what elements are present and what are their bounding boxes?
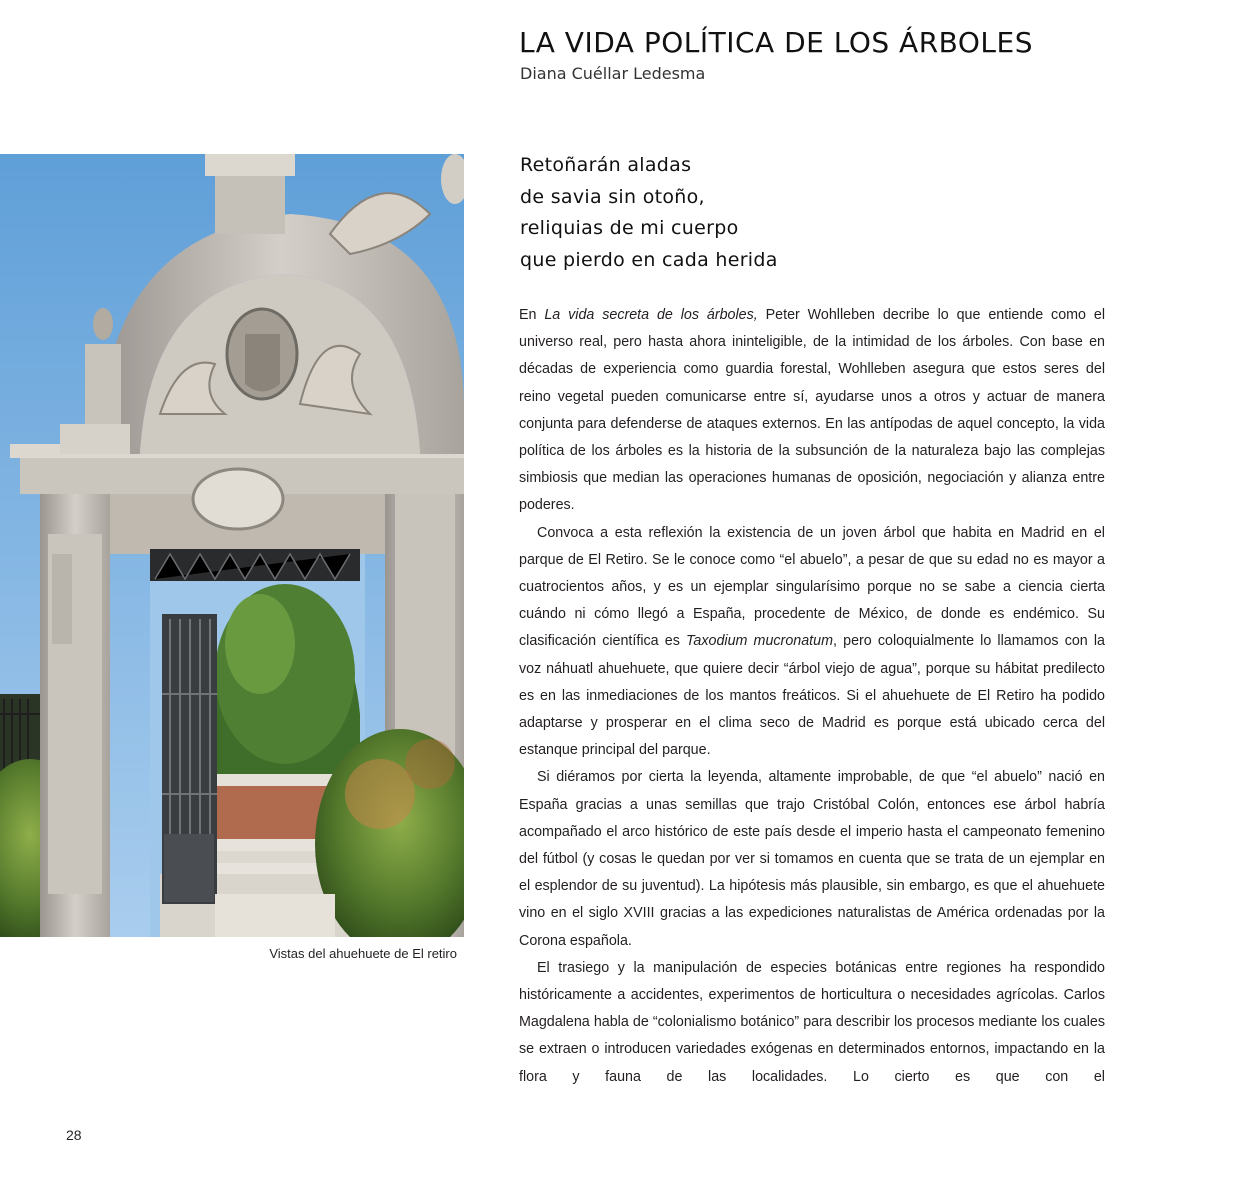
retiro-gate-photo bbox=[0, 154, 464, 937]
article-body bbox=[519, 302, 1105, 1091]
paragraph-text: , pero coloquialmente lo llamamos con la voz náhuatl ahuehuete, que quiere decir “árbol viejo de agua”, porque su hábitat predilecto es en las inmediaciones de los mantos freáticos. Si el ahuehuete de El Retiro ha podido adaptarse y prosperar en el clima seco de Madrid es porque está ubicado cerca del estanque principal del parque. bbox=[519, 633, 1105, 759]
poem-line: reliquias de mi cuerpo bbox=[520, 217, 739, 239]
species-name: Taxodium mucronatum bbox=[685, 633, 834, 650]
paragraph bbox=[519, 520, 1105, 765]
poem-line: de savia sin otoño, bbox=[520, 185, 705, 208]
figure-caption: Vistas del ahuehuete de El retiro bbox=[269, 946, 457, 961]
paragraph-text: Peter Wohlleben decribe lo que entiende como el universo real, pero hasta ahora ininteligible, de la intimidad de los árboles. Con base en décadas de experiencia como guardia forestal, Wohlleben asegura que estos seres del reino vegetal pueden comunicarse entre sí, ayudarse unos a otros y actuar de manera conjunta para defenderse de ataques externos. En las antípodas de aquel concepto, la vida política de los árboles es la historia de la subsunción de la naturaleza bajo las complejas simbiosis que median las operaciones humanas de oposición, negociación y alianza entre poderes. bbox=[519, 307, 1105, 514]
poem-line: que pierdo en cada herida bbox=[520, 248, 778, 271]
epigraph-poem bbox=[520, 150, 778, 276]
paragraph-text: En bbox=[519, 307, 545, 323]
article-title: LA VIDA POLÍTICA DE LOS ÁRBOLES bbox=[519, 26, 1033, 59]
book-title: La vida secreta de los árboles, bbox=[544, 307, 758, 323]
article-author: Diana Cuéllar Ledesma bbox=[520, 64, 706, 83]
paragraph bbox=[519, 302, 1105, 520]
paragraph: Si diéramos por cierta la leyenda, altamente improbable, de que “el abuelo” nació en España gracias a unas semillas que trajo Cristóbal Colón, entonces ese árbol habría acompañado el arco histórico de este país desde el imperio hasta el campeonato femenino del fútbol (y cosas le quedan por ver si tomamos en cuenta que se trata de un ejemplar en el esplendor de su juventud). La hipótesis más plausible, sin embargo, es que el ahuehuete vino en el siglo XVIII gracias a las expediciones naturalistas de América ordenadas por la Corona española. bbox=[519, 769, 1105, 949]
paragraph: El trasiego y la manipulación de especies botánicas entre regiones ha respondido históricamente a accidentes, experimentos de horticultura o necesidades agrícolas. Carlos Magdalena habla de “colonialismo botánico” para describir los procesos mediante los cuales se extraen o introducen variedades exógenas en determinados entornos, impactando en la flora y fauna de las localidades. Lo cierto es que con el bbox=[519, 959, 1105, 1085]
page-number: 28 bbox=[66, 1127, 82, 1143]
poem-line: Retoñarán aladas bbox=[520, 154, 692, 176]
paragraph-text: Convoca a esta reflexión la existencia de un joven árbol que habita en Madrid en el parque de El Retiro. Se le conoce como “el abuelo”, a pesar de que su edad no es mayor a cuatrocientos años, y es un ejemplar singularísimo porque no se sabe a ciencia cierta cuándo ni cómo llegó a España, procedente de México, de donde es endémico. Su clasificación científica es bbox=[519, 524, 1105, 650]
